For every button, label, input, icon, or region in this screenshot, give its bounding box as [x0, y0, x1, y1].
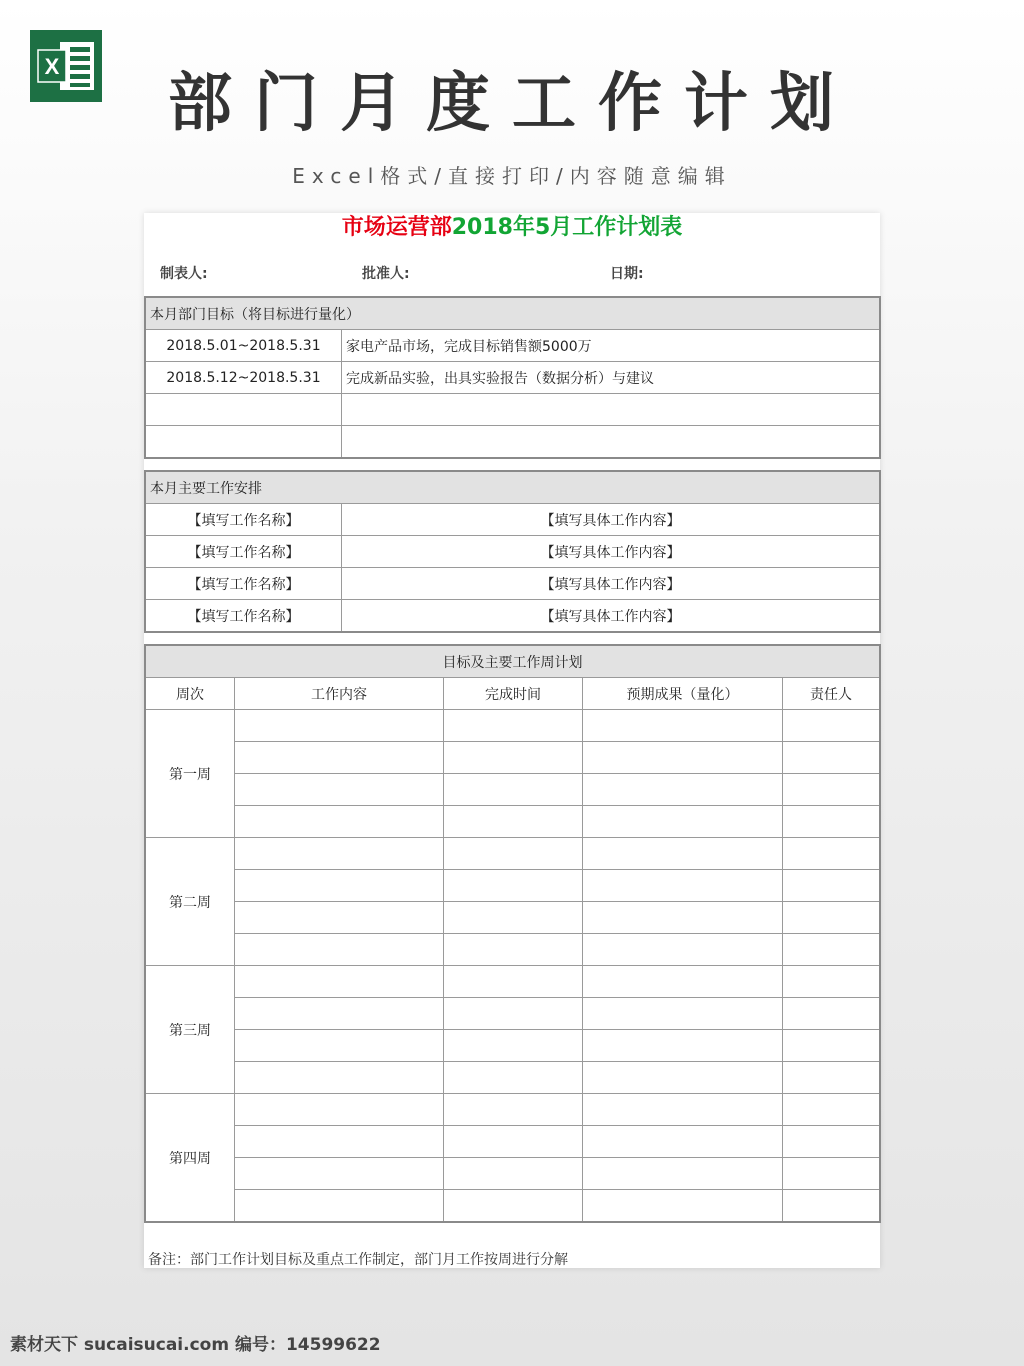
plan-time-cell[interactable] — [444, 710, 583, 742]
task-name[interactable]: 【填写工作名称】 — [146, 600, 342, 632]
plan-result-cell[interactable] — [583, 1094, 783, 1126]
plan-owner-cell[interactable] — [783, 966, 880, 998]
week-label: 第一周 — [146, 710, 235, 838]
goal-period[interactable]: 2018.5.12~2018.5.31 — [146, 362, 342, 394]
plan-content-cell[interactable] — [235, 838, 444, 870]
goal-period[interactable] — [146, 426, 342, 458]
tasks-table — [145, 471, 880, 632]
goal-content[interactable] — [342, 426, 880, 458]
table-row — [146, 536, 880, 568]
plan-owner-cell[interactable] — [783, 710, 880, 742]
table-row — [146, 838, 880, 870]
plan-content-cell[interactable] — [235, 870, 444, 902]
plan-result-cell[interactable] — [583, 1062, 783, 1094]
plan-owner-cell[interactable] — [783, 742, 880, 774]
weekly-header-row — [146, 678, 880, 710]
plan-content-cell[interactable] — [235, 1030, 444, 1062]
date-label: 日期: — [610, 266, 644, 282]
plan-time-cell[interactable] — [444, 1062, 583, 1094]
plan-content-cell[interactable] — [235, 1190, 444, 1222]
task-content[interactable]: 【填写具体工作内容】 — [342, 536, 880, 568]
table-row — [146, 806, 880, 838]
col-header-result: 预期成果（量化） — [583, 678, 783, 710]
plan-time-cell[interactable] — [444, 1126, 583, 1158]
plan-time-cell[interactable] — [444, 1030, 583, 1062]
plan-content-cell[interactable] — [235, 1126, 444, 1158]
table-row — [146, 998, 880, 1030]
goals-table — [145, 297, 880, 458]
weekly-plan-table — [145, 645, 880, 1222]
sheet-title-department: 市场运营部 — [341, 215, 452, 240]
plan-content-cell[interactable] — [235, 1062, 444, 1094]
plan-content-cell[interactable] — [235, 966, 444, 998]
goal-content[interactable] — [342, 394, 880, 426]
plan-owner-cell[interactable] — [783, 934, 880, 966]
plan-result-cell[interactable] — [583, 774, 783, 806]
plan-time-cell[interactable] — [444, 1190, 583, 1222]
spreadsheet-sheet — [144, 213, 880, 1268]
plan-result-cell[interactable] — [583, 902, 783, 934]
plan-time-cell[interactable] — [444, 1158, 583, 1190]
plan-result-cell[interactable] — [583, 838, 783, 870]
plan-result-cell[interactable] — [583, 742, 783, 774]
tasks-heading: 本月主要工作安排 — [146, 472, 880, 504]
table-row — [146, 710, 880, 742]
plan-owner-cell[interactable] — [783, 1190, 880, 1222]
plan-owner-cell[interactable] — [783, 806, 880, 838]
plan-result-cell[interactable] — [583, 1030, 783, 1062]
task-content[interactable]: 【填写具体工作内容】 — [342, 504, 880, 536]
table-row — [146, 1126, 880, 1158]
table-row — [146, 362, 880, 394]
plan-time-cell[interactable] — [444, 998, 583, 1030]
col-header-content: 工作内容 — [235, 678, 444, 710]
week-label: 第三周 — [146, 966, 235, 1094]
approver-label: 批准人: — [362, 266, 410, 282]
plan-result-cell[interactable] — [583, 710, 783, 742]
plan-time-cell[interactable] — [444, 806, 583, 838]
plan-owner-cell[interactable] — [783, 1030, 880, 1062]
plan-content-cell[interactable] — [235, 1094, 444, 1126]
week-label: 第四周 — [146, 1094, 235, 1222]
plan-result-cell[interactable] — [583, 1158, 783, 1190]
weekly-heading: 目标及主要工作周计划 — [146, 646, 880, 678]
plan-owner-cell[interactable] — [783, 902, 880, 934]
goal-period[interactable]: 2018.5.01~2018.5.31 — [146, 330, 342, 362]
plan-result-cell[interactable] — [583, 870, 783, 902]
plan-result-cell[interactable] — [583, 1126, 783, 1158]
plan-time-cell[interactable] — [444, 1094, 583, 1126]
plan-owner-cell[interactable] — [783, 870, 880, 902]
table-row — [146, 1158, 880, 1190]
plan-time-cell[interactable] — [444, 838, 583, 870]
page-subtitle: Excel格式/直接打印/内容随意编辑 — [292, 164, 732, 188]
plan-time-cell[interactable] — [444, 902, 583, 934]
task-content[interactable]: 【填写具体工作内容】 — [342, 600, 880, 632]
plan-result-cell[interactable] — [583, 966, 783, 998]
task-name[interactable]: 【填写工作名称】 — [146, 536, 342, 568]
table-row — [146, 330, 880, 362]
table-row — [146, 504, 880, 536]
goals-heading: 本月部门目标（将目标进行量化） — [146, 298, 880, 330]
col-header-owner: 责任人 — [783, 678, 880, 710]
plan-content-cell[interactable] — [235, 934, 444, 966]
task-name[interactable]: 【填写工作名称】 — [146, 568, 342, 600]
plan-owner-cell[interactable] — [783, 1094, 880, 1126]
plan-content-cell[interactable] — [235, 806, 444, 838]
plan-content-cell[interactable] — [235, 774, 444, 806]
col-header-time: 完成时间 — [444, 678, 583, 710]
table-row — [146, 394, 880, 426]
table-row — [146, 902, 880, 934]
table-row — [146, 966, 880, 998]
plan-time-cell[interactable] — [444, 870, 583, 902]
plan-owner-cell[interactable] — [783, 1158, 880, 1190]
maker-label: 制表人: — [160, 266, 208, 282]
col-header-week: 周次 — [146, 678, 235, 710]
table-row — [146, 426, 880, 458]
plan-time-cell[interactable] — [444, 934, 583, 966]
plan-content-cell[interactable] — [235, 998, 444, 1030]
table-row — [146, 742, 880, 774]
plan-time-cell[interactable] — [444, 966, 583, 998]
plan-content-cell[interactable] — [235, 710, 444, 742]
table-row — [146, 1062, 880, 1094]
goal-period[interactable] — [146, 394, 342, 426]
plan-result-cell[interactable] — [583, 806, 783, 838]
plan-owner-cell[interactable] — [783, 1126, 880, 1158]
plan-owner-cell[interactable] — [783, 774, 880, 806]
plan-result-cell[interactable] — [583, 998, 783, 1030]
plan-time-cell[interactable] — [444, 774, 583, 806]
plan-result-cell[interactable] — [583, 1190, 783, 1222]
plan-time-cell[interactable] — [444, 742, 583, 774]
table-row — [146, 600, 880, 632]
sheet-title — [144, 213, 880, 243]
sheet-title-plan: 2018年5月工作计划表 — [451, 215, 683, 240]
svg-text:X: X — [44, 54, 60, 79]
goal-content[interactable]: 完成新品实验，出具实验报告（数据分析）与建议 — [342, 362, 880, 394]
week-label: 第二周 — [146, 838, 235, 966]
sheet-note: 备注：部门工作计划目标及重点工作制定，部门月工作按周进行分解 — [148, 1252, 568, 1268]
table-row — [146, 870, 880, 902]
plan-result-cell[interactable] — [583, 934, 783, 966]
table-row — [146, 1030, 880, 1062]
table-row — [146, 934, 880, 966]
page-title: 部门月度工作计划 — [168, 67, 856, 141]
table-row — [146, 774, 880, 806]
task-name[interactable]: 【填写工作名称】 — [146, 504, 342, 536]
plan-content-cell[interactable] — [235, 1158, 444, 1190]
plan-owner-cell[interactable] — [783, 1062, 880, 1094]
plan-content-cell[interactable] — [235, 742, 444, 774]
watermark-text: 素材天下 sucaisucai.com 编号：14599622 — [10, 1335, 381, 1355]
goal-content[interactable]: 家电产品市场，完成目标销售额5000万 — [342, 330, 880, 362]
task-content[interactable]: 【填写具体工作内容】 — [342, 568, 880, 600]
plan-content-cell[interactable] — [235, 902, 444, 934]
table-row — [146, 568, 880, 600]
table-row — [146, 1094, 880, 1126]
plan-owner-cell[interactable] — [783, 998, 880, 1030]
plan-owner-cell[interactable] — [783, 838, 880, 870]
table-row — [146, 1190, 880, 1222]
